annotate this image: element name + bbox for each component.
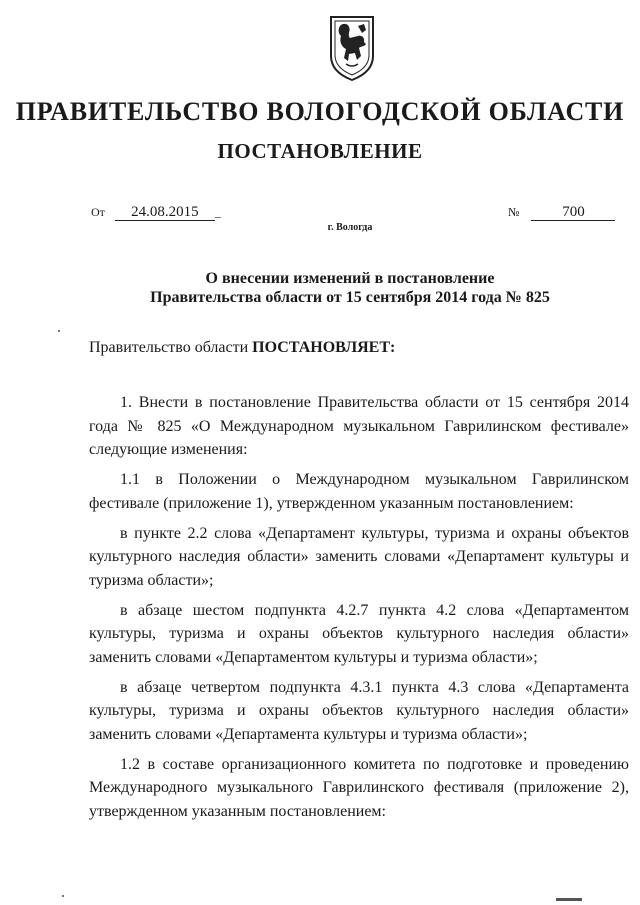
paragraph: в абзаце шестом подпункта 4.2.7 пункта 4.2 слова «Департаментом культуры, туризма и охраны объектов культурного наследия области» заменить словами «Департаментом культуры и туризма области»; — [89, 601, 629, 666]
city-label: г. Вологда — [327, 222, 373, 233]
subject-line-1: О внесении изменений в постановление — [205, 270, 495, 287]
document-type-title: ПОСТАНОВЛЕНИЕ — [217, 139, 423, 163]
paragraph: 1.2 в составе организационного комитета по подготовке и проведению Международного музыкального Гаврилинского фестиваля (приложение 2), утвержденном указанным постановлением: — [89, 755, 629, 820]
scan-speck — [58, 330, 60, 332]
coat-of-arms-icon — [328, 14, 376, 82]
government-title: ПРАВИТЕЛЬСТВО ВОЛОГОДСКОЙ ОБЛАСТИ — [15, 97, 625, 126]
document-date: 24.08.2015 — [115, 204, 215, 221]
intro-keyword: ПОСТАНОВЛЯЕТ: — [252, 339, 396, 356]
number-row — [508, 203, 615, 221]
document-number: 700 — [531, 204, 615, 221]
scan-mark — [556, 898, 582, 901]
scan-speck — [62, 895, 64, 897]
paragraph: 1. Внести в постановление Правительства области от 15 сентября 2014 года № 825 «О Международном музыкальном Гаврилинском фестивале» следующие изменения: — [89, 394, 629, 458]
intro-text: Правительство области — [89, 339, 253, 356]
paragraph: 1.1 в Положении о Международном музыкальном Гаврилинском фестивале (приложение 1), утвержденном указанным постановлением: — [89, 471, 629, 512]
date-suffix: _ — [214, 205, 221, 219]
subject-line-2: Правительства области от 15 сентября 2014 года № 825 — [150, 289, 550, 306]
date-row — [91, 203, 221, 221]
decree-intro — [89, 339, 395, 357]
document-body — [89, 391, 629, 830]
paragraph: в пункте 2.2 слова «Департамент культуры, туризма и охраны объектов культурного наследия области» заменить словами «Департамент культуры и туризма области»; — [89, 524, 629, 589]
date-prefix: От — [91, 205, 105, 219]
number-prefix: № — [508, 205, 520, 219]
paragraph: в абзаце четвертом подпункта 4.3.1 пункта 4.3 слова «Департамента культуры, туризма и охраны объектов культурного наследия области» заменить словами «Департамента культуры и туризма области»; — [89, 678, 629, 743]
